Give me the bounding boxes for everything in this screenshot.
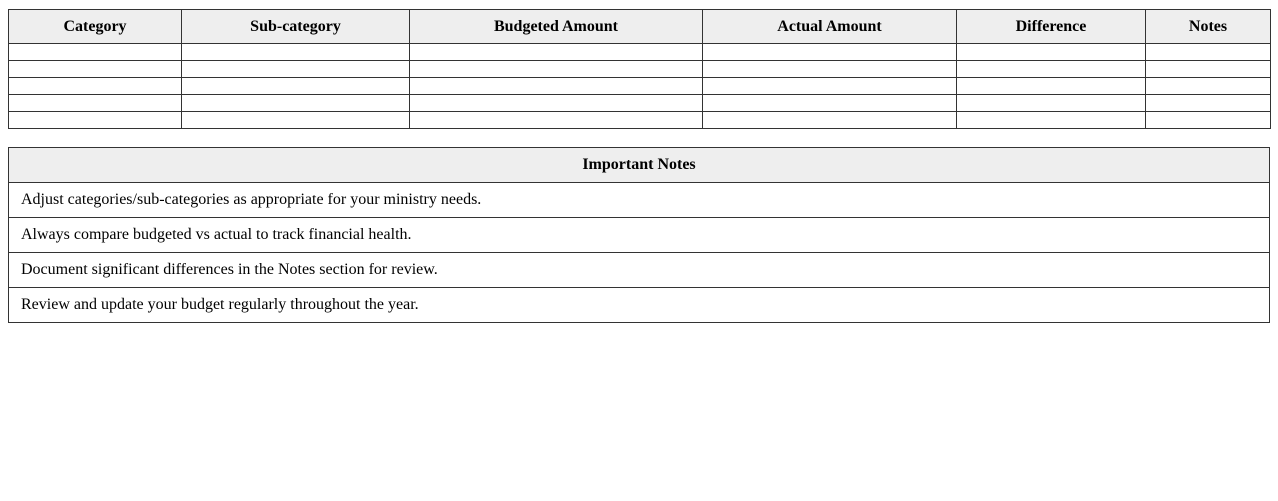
table-row — [9, 95, 1271, 112]
table-cell[interactable] — [703, 61, 957, 78]
table-cell[interactable] — [1146, 95, 1271, 112]
table-cell[interactable] — [957, 78, 1146, 95]
table-cell[interactable] — [9, 112, 182, 129]
notes-title: Important Notes — [9, 148, 1270, 183]
column-header-sub-category: Sub-category — [182, 10, 410, 44]
table-cell[interactable] — [182, 44, 410, 61]
note-row — [9, 183, 1270, 218]
note-item: Review and update your budget regularly throughout the year. — [9, 288, 1270, 323]
table-cell[interactable] — [957, 44, 1146, 61]
column-header-budgeted-amount: Budgeted Amount — [410, 10, 703, 44]
budget-table — [8, 9, 1271, 129]
table-cell[interactable] — [1146, 44, 1271, 61]
note-item: Document significant differences in the Notes section for review. — [9, 253, 1270, 288]
table-cell[interactable] — [9, 78, 182, 95]
table-cell[interactable] — [410, 44, 703, 61]
column-header-difference: Difference — [957, 10, 1146, 44]
table-cell[interactable] — [703, 95, 957, 112]
table-row — [9, 44, 1271, 61]
table-cell[interactable] — [703, 44, 957, 61]
table-cell[interactable] — [957, 61, 1146, 78]
table-cell[interactable] — [410, 112, 703, 129]
important-notes-table — [8, 147, 1270, 323]
table-row — [9, 112, 1271, 129]
table-row — [9, 61, 1271, 78]
note-row — [9, 288, 1270, 323]
table-cell[interactable] — [182, 112, 410, 129]
notes-header-row — [9, 148, 1270, 183]
table-cell[interactable] — [182, 78, 410, 95]
table-cell[interactable] — [410, 78, 703, 95]
table-cell[interactable] — [9, 44, 182, 61]
table-cell[interactable] — [703, 112, 957, 129]
table-cell[interactable] — [410, 61, 703, 78]
table-cell[interactable] — [1146, 78, 1271, 95]
table-row — [9, 78, 1271, 95]
table-cell[interactable] — [182, 61, 410, 78]
column-header-notes: Notes — [1146, 10, 1271, 44]
note-item: Adjust categories/sub-categories as appropriate for your ministry needs. — [9, 183, 1270, 218]
table-cell[interactable] — [957, 112, 1146, 129]
table-cell[interactable] — [182, 95, 410, 112]
table-cell[interactable] — [1146, 112, 1271, 129]
column-header-category: Category — [9, 10, 182, 44]
note-item: Always compare budgeted vs actual to track financial health. — [9, 218, 1270, 253]
note-row — [9, 253, 1270, 288]
table-cell[interactable] — [9, 61, 182, 78]
table-cell[interactable] — [1146, 61, 1271, 78]
note-row — [9, 218, 1270, 253]
table-cell[interactable] — [9, 95, 182, 112]
budget-table-header-row — [9, 10, 1271, 44]
table-cell[interactable] — [410, 95, 703, 112]
table-cell[interactable] — [703, 78, 957, 95]
column-header-actual-amount: Actual Amount — [703, 10, 957, 44]
table-cell[interactable] — [957, 95, 1146, 112]
